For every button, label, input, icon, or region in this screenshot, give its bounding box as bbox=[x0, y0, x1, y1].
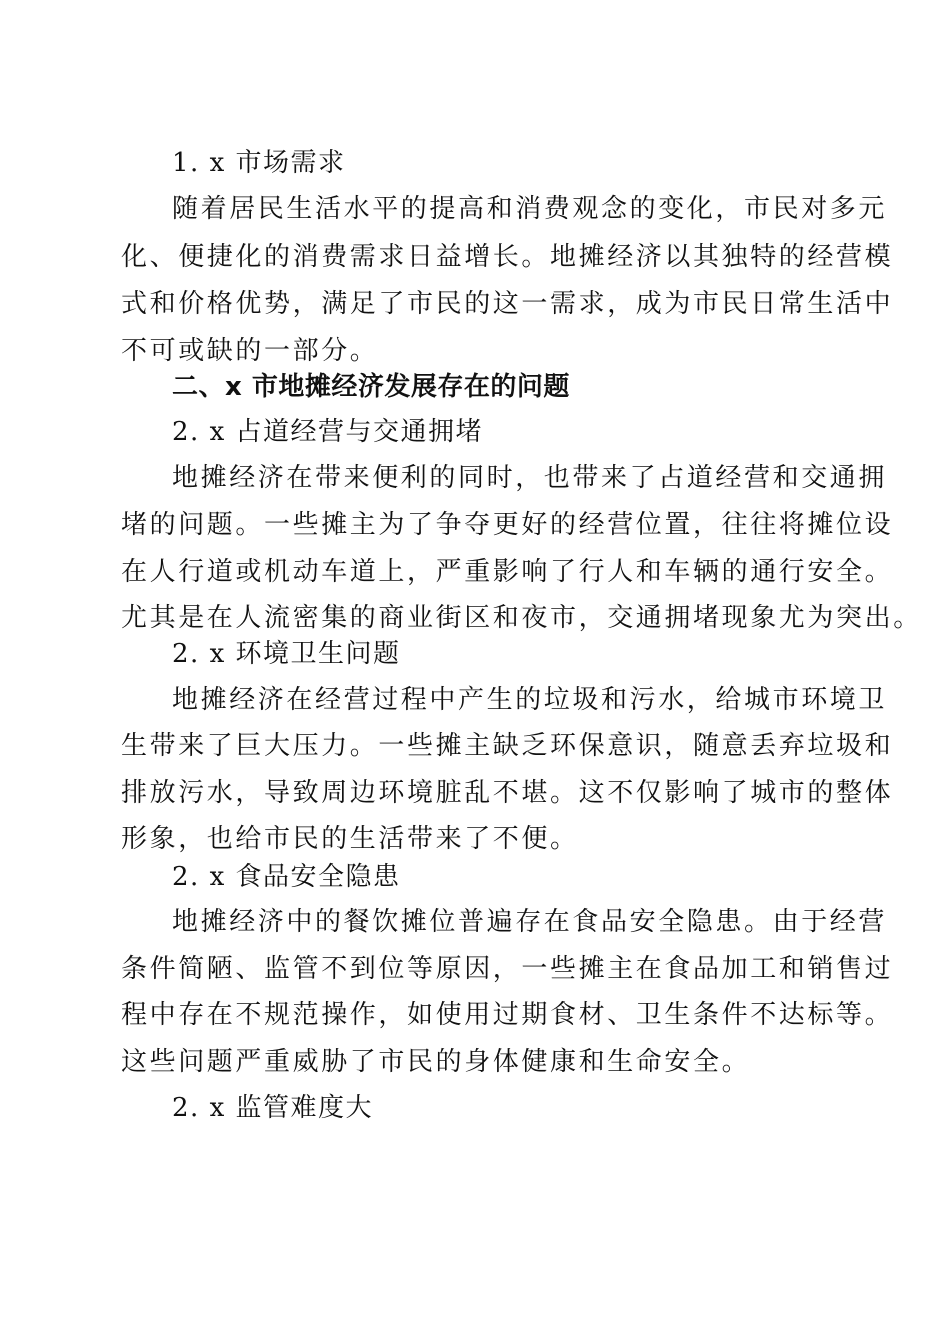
paragraph-line: 尤其是在人流密集的商业街区和夜市，交通拥堵现象尤为突出。 bbox=[121, 603, 922, 633]
paragraph-line: 不可或缺的一部分。 bbox=[121, 336, 379, 366]
paragraph-line: 地摊经济在带来便利的同时，也带来了占道经营和交通拥 bbox=[172, 463, 888, 493]
paragraph-line: 式和价格优势，满足了市民的这一需求，成为市民日常生活中 bbox=[121, 289, 894, 319]
paragraph-line: 程中存在不规范操作，如使用过期食材、卫生条件不达标等。 bbox=[121, 1000, 894, 1030]
paragraph-line: 随着居民生活水平的提高和消费观念的变化，市民对多元 bbox=[172, 194, 888, 224]
paragraph-line: 地摊经济中的餐饮摊位普遍存在食品安全隐患。由于经营 bbox=[172, 907, 888, 937]
subheading-hygiene: 2. x 环境卫生问题 bbox=[172, 639, 401, 669]
subheading-food-safety: 2. x 食品安全隐患 bbox=[172, 862, 401, 892]
paragraph-line: 这些问题严重威胁了市民的身体健康和生命安全。 bbox=[121, 1047, 751, 1077]
subheading-supervision: 2. x 监管难度大 bbox=[172, 1093, 373, 1123]
subheading-market-demand: 1. x 市场需求 bbox=[172, 148, 346, 178]
paragraph-line: 排放污水，导致周边环境脏乱不堪。这不仅影响了城市的整体 bbox=[121, 778, 894, 808]
paragraph-line: 条件简陋、监管不到位等原因，一些摊主在食品加工和销售过 bbox=[121, 954, 894, 984]
paragraph-line: 堵的问题。一些摊主为了争夺更好的经营位置，往往将摊位设 bbox=[121, 510, 894, 540]
paragraph-line: 化、便捷化的消费需求日益增长。地摊经济以其独特的经营模 bbox=[121, 242, 894, 272]
subheading-road-occupation: 2. x 占道经营与交通拥堵 bbox=[172, 417, 483, 447]
paragraph-line: 地摊经济在经营过程中产生的垃圾和污水，给城市环境卫 bbox=[172, 685, 888, 715]
section-heading-problems: 二、x 市地摊经济发展存在的问题 bbox=[172, 372, 570, 402]
paragraph-line: 形象，也给市民的生活带来了不便。 bbox=[121, 824, 579, 854]
paragraph-line: 在人行道或机动车道上，严重影响了行人和车辆的通行安全。 bbox=[121, 557, 894, 587]
paragraph-line: 生带来了巨大压力。一些摊主缺乏环保意识，随意丢弃垃圾和 bbox=[121, 731, 894, 761]
